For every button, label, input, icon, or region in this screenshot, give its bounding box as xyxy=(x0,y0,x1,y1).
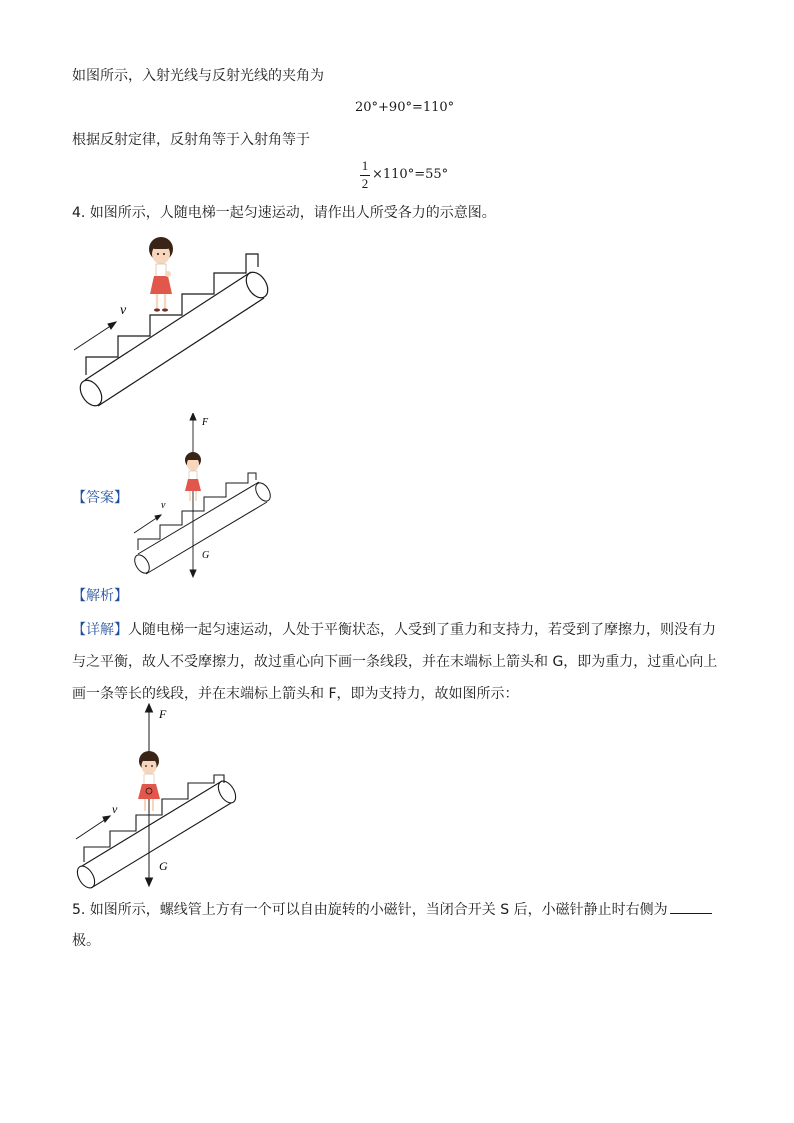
velocity-label: v xyxy=(112,802,118,816)
force-vectors xyxy=(190,413,196,577)
force-G-label: G xyxy=(202,550,210,561)
girl-figure xyxy=(149,237,173,312)
question-5-line-1 xyxy=(72,899,712,920)
velocity-label: v xyxy=(120,303,127,318)
text-incident-angle: 如图所示，入射光线与反射光线的夹角为 xyxy=(72,68,324,84)
question-4: 4. 如图所示，人随电梯一起匀速运动，请作出人所受各力的示意图。 xyxy=(72,205,496,221)
figure-answer-forces xyxy=(128,413,278,583)
text-reflection-law: 根据反射定律，反射角等于入射角等于 xyxy=(72,132,310,148)
detail-tag: 【详解】 xyxy=(72,622,128,638)
velocity-arrow xyxy=(134,515,161,533)
answer-blank[interactable] xyxy=(670,899,712,914)
question-5-text: 5. 如图所示，螺线管上方有一个可以自由旋转的小磁针，当闭合开关 S 后，小磁针静止时右侧为 xyxy=(72,902,668,918)
fraction-denominator: 2 xyxy=(361,176,369,191)
fraction-rest: ×110°=55° xyxy=(372,167,449,182)
detail-line-2: 与之平衡，故人不受摩擦力，故过重心向下画一条线段，并在末端标上箭头和 G，即为重力，过重心向上 xyxy=(72,654,718,670)
detail-text-1: 人随电梯一起匀速运动，人处于平衡状态，人受到了重力和支持力，若受到了摩擦力，则没有力 xyxy=(128,622,716,638)
equation-angle-sum: 20°+90°=110° xyxy=(355,100,455,115)
escalator-cylinder xyxy=(76,268,272,409)
escalator-steps xyxy=(86,254,258,375)
detail-line-3: 画一条等长的线段，并在末端标上箭头和 F，即为支持力，故如图所示： xyxy=(72,686,519,702)
velocity-arrow xyxy=(76,816,110,839)
velocity-label: v xyxy=(161,500,166,511)
force-F-label: F xyxy=(202,417,209,428)
force-G-label: G xyxy=(159,859,168,873)
force-F-label: F xyxy=(159,707,167,721)
figure-escalator xyxy=(68,232,298,412)
fraction-numerator: 1 xyxy=(361,158,369,173)
analysis-tag: 【解析】 xyxy=(72,588,128,604)
escalator-cylinder xyxy=(132,480,274,575)
velocity-arrow xyxy=(74,322,116,350)
figure-detail-forces xyxy=(72,703,252,893)
detail-line-1 xyxy=(72,620,716,640)
question-5-line-2: 极。 xyxy=(72,933,100,949)
answer-tag: 【答案】 xyxy=(72,490,128,506)
